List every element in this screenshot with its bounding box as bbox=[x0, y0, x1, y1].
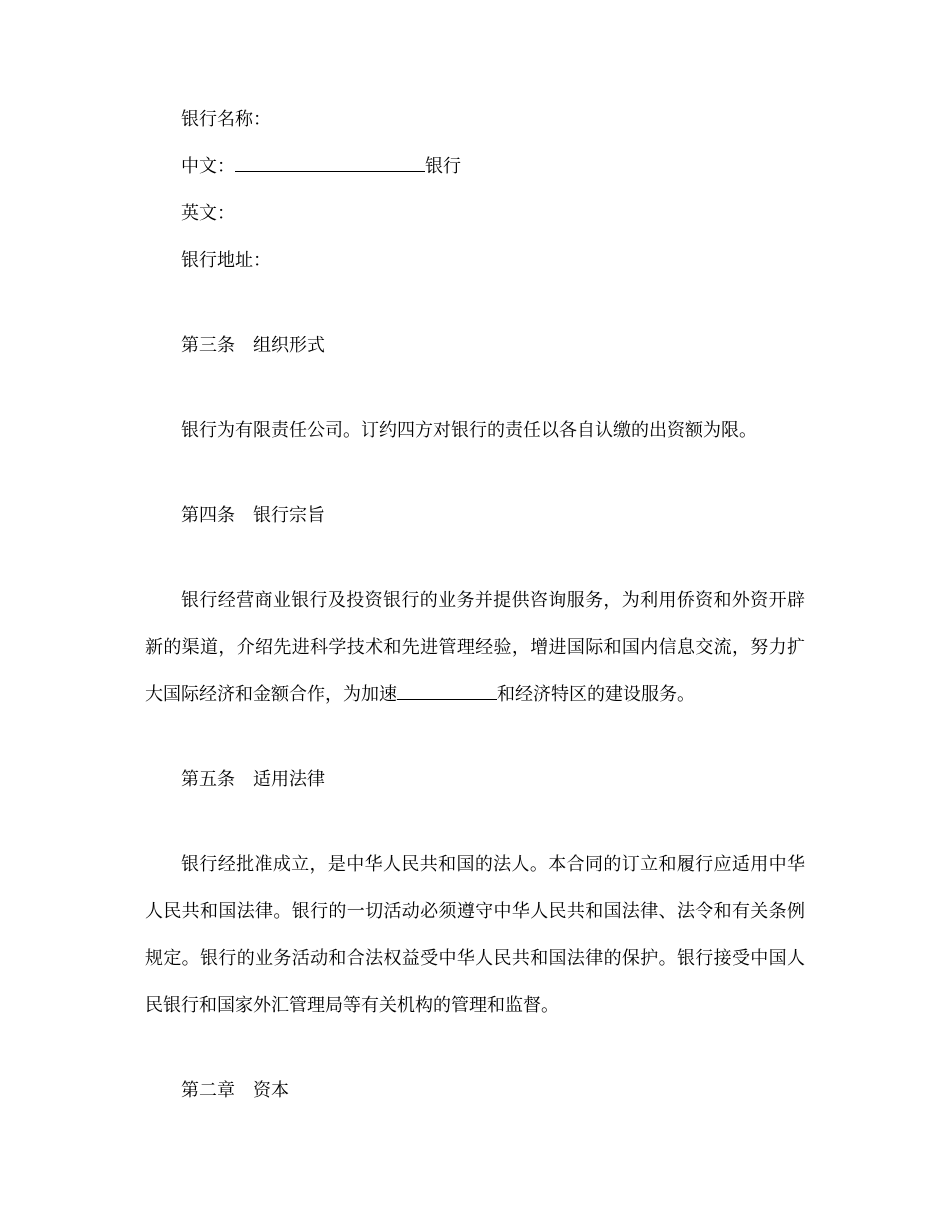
line-bank-address-label: 银行地址： bbox=[181, 250, 271, 270]
paragraph-article3-body: 银行为有限责任公司。订约四方对银行的责任以各自认缴的出资额为限。 bbox=[181, 420, 757, 440]
chinese-name-label: 中文： bbox=[181, 156, 235, 176]
heading-article3: 第三条 组织形式 bbox=[181, 335, 325, 355]
heading-article5: 第五条 适用法律 bbox=[181, 769, 325, 789]
line-english-name-label: 英文： bbox=[181, 203, 235, 223]
line-chinese-name bbox=[145, 143, 805, 190]
fill-in-blank-location bbox=[397, 681, 497, 700]
bank-info-block bbox=[145, 96, 805, 284]
article4-text-after-blank: 和经济特区的建设服务。 bbox=[497, 684, 695, 704]
article4-text-before-blank: 银行经营商业银行及投资银行的业务并提供咨询服务，为利用侨资和外资开辟新的渠道，介绍先进科学技术和先进管理经验，增进国际和国内信息交流，努力扩大国际经济和金额合作，为加速 bbox=[145, 590, 805, 704]
fill-in-blank-chinese-name bbox=[235, 153, 425, 172]
paragraph-article5-body: 银行经批准成立，是中华人民共和国的法人。本合同的订立和履行应适用中华人民共和国法律。银行的一切活动必须遵守中华人民共和国法律、法令和有关条例规定。银行的业务活动和合法权益受中华人民共和国法律的保护。银行接受中国人民银行和国家外汇管理局等有关机构的管理和监督。 bbox=[145, 854, 805, 1015]
chinese-name-suffix: 银行 bbox=[425, 156, 461, 176]
heading-article4: 第四条 银行宗旨 bbox=[181, 505, 325, 525]
heading-chapter2: 第二章 资本 bbox=[181, 1080, 289, 1100]
paragraph-article4-body bbox=[145, 577, 805, 718]
line-bank-name-label: 银行名称： bbox=[181, 109, 271, 129]
